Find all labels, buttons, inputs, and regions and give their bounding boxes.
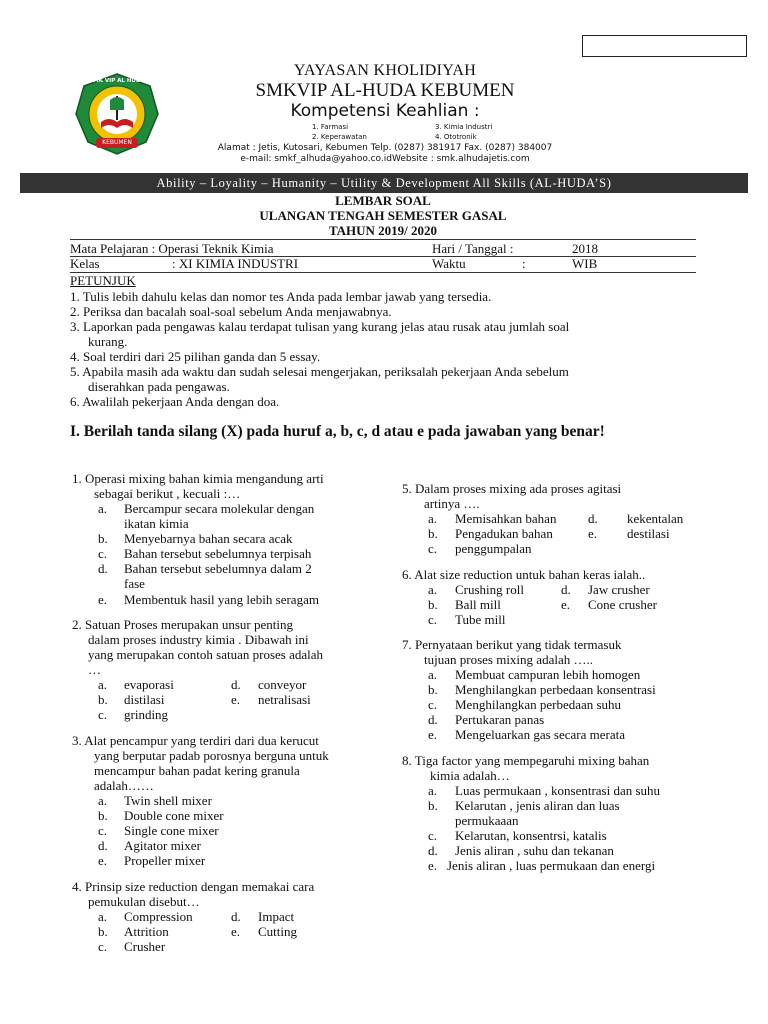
- option-text: Cutting: [258, 924, 298, 939]
- question-2-stem: …: [88, 662, 101, 677]
- option-label: c.: [98, 707, 108, 722]
- option-label: e.: [98, 853, 108, 868]
- option-label: a.: [428, 511, 438, 526]
- option-label: a.: [98, 677, 108, 692]
- option-text: permukaaan: [455, 813, 519, 828]
- option-label: a.: [428, 582, 438, 597]
- program-1: 1. Farmasi: [312, 123, 349, 131]
- option-text: Propeller mixer: [124, 853, 206, 868]
- option-label: c.: [428, 612, 438, 627]
- option-label: c.: [98, 546, 108, 561]
- option-label: e.: [561, 597, 571, 612]
- info-top-rule: [70, 239, 696, 240]
- option-text: Impact: [258, 909, 295, 924]
- option-text: Attrition: [124, 924, 169, 939]
- foundation-name: YAYASAN KHOLIDIYAH: [293, 62, 477, 79]
- time-colon: :: [522, 256, 526, 271]
- instruction-6: 6. Awalilah pekerjaan Anda dengan doa.: [70, 394, 280, 409]
- question-5-stem: 5. Dalam proses mixing ada proses agitasi: [402, 481, 622, 496]
- doc-title: LEMBAR SOAL: [335, 193, 431, 208]
- program-2: 2. Keperawatan: [312, 133, 367, 141]
- question-7-stem: tujuan proses mixing adalah …..: [424, 652, 593, 667]
- question-3-stem: 3. Alat pencampur yang terdiri dari dua kerucut: [72, 733, 319, 748]
- option-label: d.: [231, 909, 241, 924]
- option-label: b.: [428, 526, 438, 541]
- option-text: Mengeluarkan gas secara merata: [455, 727, 625, 742]
- option-text: Bahan tersebut sebelumnya dalam 2: [124, 561, 312, 576]
- option-label: d.: [561, 582, 571, 597]
- school-name: SMKVIP AL-HUDA KEBUMEN: [255, 80, 515, 101]
- option-label: a.: [428, 783, 438, 798]
- option-label: e.: [428, 727, 438, 742]
- day-label: Hari / Tanggal :: [432, 241, 514, 256]
- option-text: kekentalan: [627, 511, 684, 526]
- question-5-stem: artinya ….: [424, 496, 480, 511]
- option-label: d.: [588, 511, 598, 526]
- option-text: Membentuk hasil yang lebih seragam: [124, 592, 319, 607]
- option-text: penggumpalan: [455, 541, 532, 556]
- option-label: b.: [98, 808, 108, 823]
- option-label: e.: [231, 692, 241, 707]
- question-2-stem: dalam proses industry kimia . Dibawah ini: [88, 632, 309, 647]
- competency-title: Kompetensi Keahlian :: [290, 101, 480, 121]
- option-text: Membuat campuran lebih homogen: [455, 667, 641, 682]
- instruction-2: 2. Periksa dan bacalah soal-soal sebelum Anda menjawabnya.: [70, 304, 392, 319]
- question-7-stem: 7. Pernyataan berikut yang tidak termasuk: [402, 637, 622, 652]
- option-text: Single cone mixer: [124, 823, 219, 838]
- time-label: Waktu: [432, 256, 466, 271]
- option-text: Bercampur secara molekular dengan: [124, 501, 315, 516]
- option-text: Agitator mixer: [124, 838, 201, 853]
- option-label: c.: [428, 697, 438, 712]
- option-text: Menghilangkan perbedaan suhu: [455, 697, 622, 712]
- option-label: c.: [428, 541, 438, 556]
- question-6-stem: 6. Alat size reduction untuk bahan keras ialah..: [402, 567, 646, 582]
- option-text: Cone crusher: [588, 597, 657, 612]
- option-label: e.: [231, 924, 241, 939]
- option-text: Crushing roll: [455, 582, 524, 597]
- option-label: c.: [428, 828, 438, 843]
- logo-top-text: SMK VIP AL HUDA: [89, 78, 145, 84]
- option-text: Pengadukan bahan: [455, 526, 553, 541]
- option-text: distilasi: [124, 692, 165, 707]
- option-text: Jenis aliran , suhu dan tekanan: [455, 843, 614, 858]
- question-3-stem: mencampur bahan padat kering granula: [94, 763, 300, 778]
- option-label: a.: [98, 501, 108, 516]
- question-2-stem: 2. Satuan Proses merupakan unsur penting: [72, 617, 293, 632]
- option-label: d.: [98, 838, 108, 853]
- option-text: Kelarutan , jenis aliran dan luas: [455, 798, 620, 813]
- question-8-stem: 8. Tiga factor yang mempegaruhi mixing bahan: [402, 753, 650, 768]
- option-text: Twin shell mixer: [124, 793, 212, 808]
- option-label: b.: [98, 692, 108, 707]
- class-label: Kelas: [70, 256, 100, 271]
- logo-bottom-text: KEBUMEN: [102, 139, 132, 146]
- option-text: Compression: [124, 909, 193, 924]
- option-text: Menyebarnya bahan secara acak: [124, 531, 293, 546]
- option-text: Luas permukaan , konsentrasi dan suhu: [455, 783, 661, 798]
- info-bottom-rule: [70, 272, 696, 273]
- question-4-stem: pemukulan disebut…: [88, 894, 200, 909]
- option-label: e.: [588, 526, 598, 541]
- option-label: b.: [428, 597, 438, 612]
- option-label: d.: [98, 561, 108, 576]
- subject-label: Mata Pelajaran : Operasi Teknik Kimia: [70, 241, 274, 256]
- option-text: Kelarutan, konsentrsi, katalis: [455, 828, 607, 843]
- option-text: destilasi: [627, 526, 670, 541]
- instructions-heading: PETUNJUK: [70, 273, 136, 288]
- question-3-stem: adalah……: [94, 778, 154, 793]
- question-4-stem: 4. Prinsip size reduction dengan memakai cara: [72, 879, 315, 894]
- instruction-5: 5. Apabila masih ada waktu dan sudah selesai mengerjakan, periksalah pekerjaan Anda sebelum diserahkan pada pengawas.: [70, 364, 569, 394]
- exam-title: ULANGAN TENGAH SEMESTER GASAL: [259, 208, 507, 223]
- option-label: e.: [428, 858, 438, 873]
- info-mid-rule: [70, 256, 696, 257]
- school-logo: [74, 72, 160, 156]
- program-4: 4. Ototronik: [435, 133, 477, 141]
- question-3-stem: yang berputar padab porosnya berguna untuk: [94, 748, 329, 763]
- option-label: b.: [98, 924, 108, 939]
- option-text: Bahan tersebut sebelumnya terpisah: [124, 546, 312, 561]
- option-text: fase: [124, 576, 145, 591]
- option-label: c.: [98, 823, 108, 838]
- option-label: b.: [428, 798, 438, 813]
- motto-banner: Ability – Loyality – Humanity – Utility & Development All Skills (AL-HUDA’S): [20, 173, 748, 193]
- option-label: c.: [98, 939, 108, 954]
- option-text: Double cone mixer: [124, 808, 224, 823]
- question-2-stem: yang merupakan contoh satuan proses adalah: [88, 647, 324, 662]
- option-text: Jaw crusher: [588, 582, 650, 597]
- option-label: a.: [98, 793, 108, 808]
- year-title: TAHUN 2019/ 2020: [328, 223, 438, 238]
- participant-number-box: [582, 35, 747, 57]
- question-1-stem: 1. Operasi mixing bahan kimia mengandung arti: [72, 471, 324, 486]
- school-address: Alamat : Jetis, Kutosari, Kebumen Telp. (0287) 381917 Fax. (0287) 384007: [217, 143, 553, 153]
- section-title: I. Berilah tanda silang (X) pada huruf a, b, c, d atau e pada jawaban yang benar!: [70, 423, 605, 440]
- option-label: a.: [98, 909, 108, 924]
- question-8-stem: kimia adalah…: [430, 768, 510, 783]
- option-label: a.: [428, 667, 438, 682]
- option-text: Memisahkan bahan: [455, 511, 557, 526]
- option-label: b.: [428, 682, 438, 697]
- option-text: Tube mill: [455, 612, 506, 627]
- option-text: evaporasi: [124, 677, 174, 692]
- class-value: : XI KIMIA INDUSTRI: [172, 256, 299, 271]
- option-text: Crusher: [124, 939, 166, 954]
- option-text: Ball mill: [455, 597, 501, 612]
- time-value: WIB: [572, 256, 598, 271]
- option-text: Menghilangkan perbedaan konsentrasi: [455, 682, 656, 697]
- option-label: b.: [98, 531, 108, 546]
- question-1-stem: sebagai berikut , kecuali :…: [94, 486, 241, 501]
- option-text: conveyor: [258, 677, 307, 692]
- instruction-1: 1. Tulis lebih dahulu kelas dan nomor tes Anda pada lembar jawab yang tersedia.: [70, 289, 492, 304]
- program-3: 3. Kimia Industri: [435, 123, 493, 131]
- option-label: d.: [428, 843, 438, 858]
- option-text: grinding: [124, 707, 169, 722]
- option-text: Pertukaran panas: [455, 712, 545, 727]
- day-value: 2018: [572, 241, 598, 256]
- instruction-4: 4. Soal terdiri dari 25 pilihan ganda dan 5 essay.: [70, 349, 321, 364]
- option-text: netralisasi: [258, 692, 311, 707]
- option-label: e.: [98, 592, 108, 607]
- option-text: Jenis aliran , luas permukaan dan energi: [447, 858, 656, 873]
- option-text: ikatan kimia: [124, 516, 189, 531]
- option-label: d.: [231, 677, 241, 692]
- option-label: d.: [428, 712, 438, 727]
- instruction-3: 3. Laporkan pada pengawas kalau terdapat tulisan yang kurang jelas atau rusak atau jumlah soal kurang.: [70, 319, 570, 349]
- school-contact: e-mail: smkf_alhuda@yahoo.co.idWebsite : smk.alhudajetis.com: [240, 154, 530, 164]
